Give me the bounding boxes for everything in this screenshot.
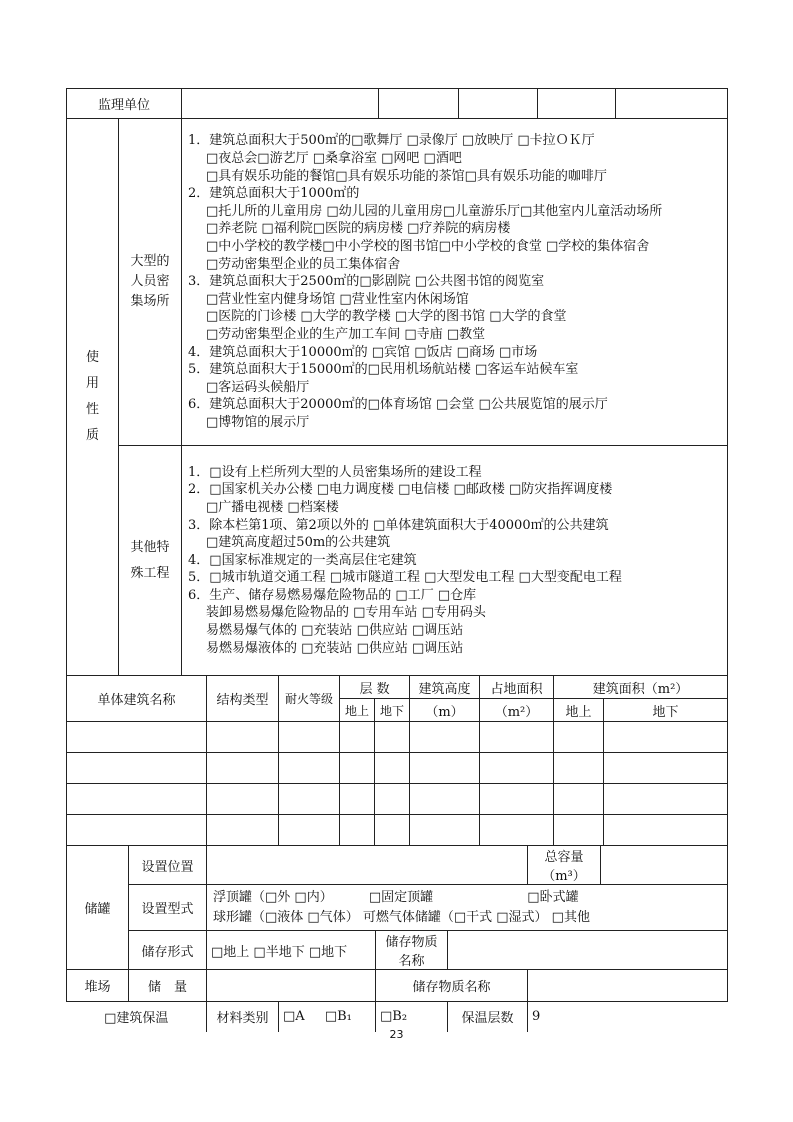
building-cell[interactable]: [207, 815, 279, 846]
building-cell[interactable]: [375, 753, 410, 784]
col-area-above: 地上: [554, 699, 604, 722]
tank-type-label: 设置型式: [129, 885, 207, 931]
supervision-label: 监理单位: [67, 89, 182, 119]
col-area: 建筑面积（m²）: [554, 676, 728, 699]
building-cell[interactable]: [604, 753, 728, 784]
building-cell[interactable]: [67, 722, 207, 753]
building-cell[interactable]: [207, 722, 279, 753]
large-venues-line: 3．建筑总面积大于2500㎡的□影剧院 □公共图书馆的阅览室: [188, 274, 545, 290]
large-venues-line: □劳动密集型企业的员工集体宿舍: [206, 256, 401, 272]
large-venues-line: □营业性室内健身场馆 □营业性室内休闲场馆: [206, 291, 469, 307]
col-floors-below: 地下: [375, 699, 410, 722]
large-venues-row: [67, 119, 728, 446]
building-cell[interactable]: [410, 722, 480, 753]
special-label: 其他特殊工程: [119, 446, 182, 676]
page-number: 23: [389, 1028, 404, 1041]
supervision-value-1[interactable]: [182, 89, 379, 119]
col-fire-rating: 耐火等级: [279, 676, 340, 722]
supervision-row: [67, 89, 728, 119]
large-venues-line: □夜总会□游艺厅 □桑拿浴室 □网吧 □酒吧: [206, 151, 462, 167]
special-line: 2．□国家机关办公楼 □电力调度楼 □电信楼 □邮政楼 □防灾指挥调度楼: [188, 482, 613, 498]
insulation-material-label: 材料类别: [207, 1002, 279, 1032]
building-row: [67, 722, 728, 753]
tank-storage-row: [67, 931, 728, 970]
tank-type-floating[interactable]: 浮顶罐（□外 □内）: [213, 889, 333, 905]
building-cell[interactable]: [480, 722, 554, 753]
yard-label: 堆场: [67, 970, 129, 1002]
col-building-name: 单体建筑名称: [67, 676, 207, 722]
form-page: [66, 88, 727, 1032]
large-venues-line: □劳动密集型企业的生产加工车间 □寺庙 □教堂: [206, 326, 486, 342]
tank-type-options: [207, 885, 728, 931]
insulation-options: [279, 1002, 376, 1032]
large-venues-line: 2．建筑总面积大于1000㎡的: [188, 186, 360, 202]
large-venues-line: 6．建筑总面积大于20000㎡的□体育场馆 □会堂 □公共展览馆的展示厅: [188, 397, 608, 413]
insulation-layers-value[interactable]: 9: [528, 1002, 728, 1032]
special-line: 3．除本栏第1项、第2项以外的 □单体建筑面积大于40000㎡的公共建筑: [188, 517, 609, 533]
building-cell[interactable]: [279, 753, 340, 784]
special-line: 易燃易爆气体的 □充装站 □供应站 □调压站: [206, 623, 464, 639]
building-cell[interactable]: [67, 753, 207, 784]
building-cell[interactable]: [410, 815, 480, 846]
special-line: 1．□设有上栏所列大型的人员密集场所的建设工程: [188, 464, 482, 480]
building-cell[interactable]: [604, 815, 728, 846]
yard-reserve-label: 储 量: [129, 970, 207, 1002]
large-venues-line: □托儿所的儿童用房 □幼儿园的儿童用房□儿童游乐厅□其他室内儿童活动场所: [206, 203, 663, 219]
building-cell[interactable]: [375, 722, 410, 753]
insulation-opt-b2-cell: [376, 1002, 448, 1032]
tank-type-line2[interactable]: 球形罐（□液体 □气体） 可燃气体储罐（□干式 □湿式） □其他: [213, 909, 590, 925]
building-cell[interactable]: [340, 753, 375, 784]
insulation-opt-b1[interactable]: □B₁: [324, 1009, 352, 1025]
building-cell[interactable]: [554, 784, 604, 815]
large-venues-line: 4．建筑总面积大于10000㎡的 □宾馆 □饭店 □商场 □市场: [188, 344, 538, 360]
building-cell[interactable]: [554, 815, 604, 846]
large-venues-line: □博物馆的展示厅: [206, 414, 310, 430]
supervision-value-2[interactable]: [379, 89, 459, 119]
building-cell[interactable]: [375, 815, 410, 846]
tank-table: [66, 845, 728, 1032]
building-row: [67, 815, 728, 846]
tank-storage-label: 储存形式: [129, 931, 207, 970]
usage-label: 使用性质: [67, 119, 119, 676]
col-footprint-unit: （m²）: [480, 699, 554, 722]
tank-location-value[interactable]: [207, 846, 528, 885]
building-cell[interactable]: [340, 784, 375, 815]
building-cell[interactable]: [410, 753, 480, 784]
insulation-label[interactable]: □建筑保温: [67, 1002, 207, 1032]
building-row: [67, 753, 728, 784]
insulation-row: [67, 1002, 728, 1032]
special-list: [182, 446, 728, 676]
special-line: 4．□国家标准规定的一类高层住宅建筑: [188, 552, 417, 568]
tank-material-value[interactable]: [448, 931, 728, 970]
building-cell[interactable]: [554, 722, 604, 753]
tank-location-label: 设置位置: [129, 846, 207, 885]
large-venues-list: [182, 119, 728, 446]
tank-label: 储罐: [67, 846, 129, 970]
yard-reserve-value[interactable]: [207, 970, 376, 1002]
large-venues-line: 5．建筑总面积大于15000㎡的□民用机场航站楼 □客运车站候车室: [188, 362, 579, 378]
tank-location-row: [67, 846, 728, 885]
tank-storage-options[interactable]: □地上 □半地下 □地下: [207, 931, 376, 970]
insulation-opt-b2[interactable]: □B₂: [380, 1009, 408, 1025]
building-row: [67, 784, 728, 815]
supervision-value-4[interactable]: [538, 89, 616, 119]
large-venues-line: □客运码头候船厅: [206, 379, 310, 395]
col-area-below: 地下: [604, 699, 728, 722]
building-cell[interactable]: [279, 815, 340, 846]
special-line: □建筑高度超过50m的公共建筑: [206, 535, 391, 551]
special-row: [67, 446, 728, 676]
building-cell[interactable]: [480, 753, 554, 784]
supervision-value-3[interactable]: [459, 89, 538, 119]
yard-material-value[interactable]: [528, 970, 728, 1002]
col-structure: 结构类型: [207, 676, 279, 722]
building-table: [66, 675, 728, 846]
yard-row: [67, 970, 728, 1002]
tank-capacity-value[interactable]: [601, 846, 728, 885]
special-line: 6．生产、储存易燃易爆危险物品的 □工厂 □仓库: [188, 587, 477, 603]
col-height: 建筑高度: [410, 676, 480, 699]
building-cell[interactable]: [480, 784, 554, 815]
special-line: □广播电视楼 □档案楼: [206, 499, 339, 515]
special-line: 装卸易燃易爆危险物品的 □专用车站 □专用码头: [206, 605, 486, 621]
supervision-value-5[interactable]: [616, 89, 728, 119]
building-cell[interactable]: [67, 784, 207, 815]
building-cell[interactable]: [207, 784, 279, 815]
building-rows: [67, 722, 728, 846]
tank-material-label: 储存物质名称: [376, 931, 448, 970]
building-cell[interactable]: [207, 753, 279, 784]
building-cell[interactable]: [604, 722, 728, 753]
special-line: 5．□城市轨道交通工程 □城市隧道工程 □大型发电工程 □大型变配电工程: [188, 570, 622, 586]
large-venues-label: 大型的人员密集场所: [119, 119, 182, 446]
usage-table: [66, 88, 728, 676]
col-floors-above: 地上: [340, 699, 375, 722]
tank-type-fixed[interactable]: □固定顶罐: [368, 889, 434, 905]
building-cell[interactable]: [340, 815, 375, 846]
large-venues-line: 1．建筑总面积大于500㎡的□歌舞厅 □录像厅 □放映厅 □卡拉ＯＫ厅: [188, 133, 595, 149]
building-cell[interactable]: [279, 722, 340, 753]
building-cell[interactable]: [67, 815, 207, 846]
building-cell[interactable]: [554, 753, 604, 784]
insulation-opt-a[interactable]: □A: [283, 1009, 305, 1025]
building-cell[interactable]: [604, 784, 728, 815]
large-venues-line: □具有娱乐功能的餐馆□具有娱乐功能的茶馆□具有娱乐功能的咖啡厅: [206, 168, 607, 184]
large-venues-line: □医院的门诊楼 □大学的教学楼 □大学的图书馆 □大学的食堂: [206, 309, 567, 325]
large-venues-line: □养老院 □福利院□医院的病房楼 □疗养院的病房楼: [206, 221, 511, 237]
building-header-row-1: [67, 676, 728, 699]
special-line: 易燃易爆液体的 □充装站 □供应站 □调压站: [206, 640, 464, 656]
yard-material-label: 储存物质名称: [376, 970, 528, 1002]
building-cell[interactable]: [410, 784, 480, 815]
building-cell[interactable]: [375, 784, 410, 815]
building-cell[interactable]: [340, 722, 375, 753]
tank-type-row: [67, 885, 728, 931]
col-footprint: 占地面积: [480, 676, 554, 699]
tank-capacity-label: 总容量（m³）: [528, 846, 601, 885]
building-cell[interactable]: [480, 815, 554, 846]
insulation-layers-label: 保温层数: [448, 1002, 528, 1032]
large-venues-line: □中小学校的教学楼□中小学校的图书馆□中小学校的食堂 □学校的集体宿舍: [206, 239, 650, 255]
col-floors: 层 数: [340, 676, 410, 699]
building-cell[interactable]: [279, 784, 340, 815]
tank-type-horizontal[interactable]: □卧式罐: [527, 889, 579, 905]
col-height-unit: （m）: [410, 699, 480, 722]
